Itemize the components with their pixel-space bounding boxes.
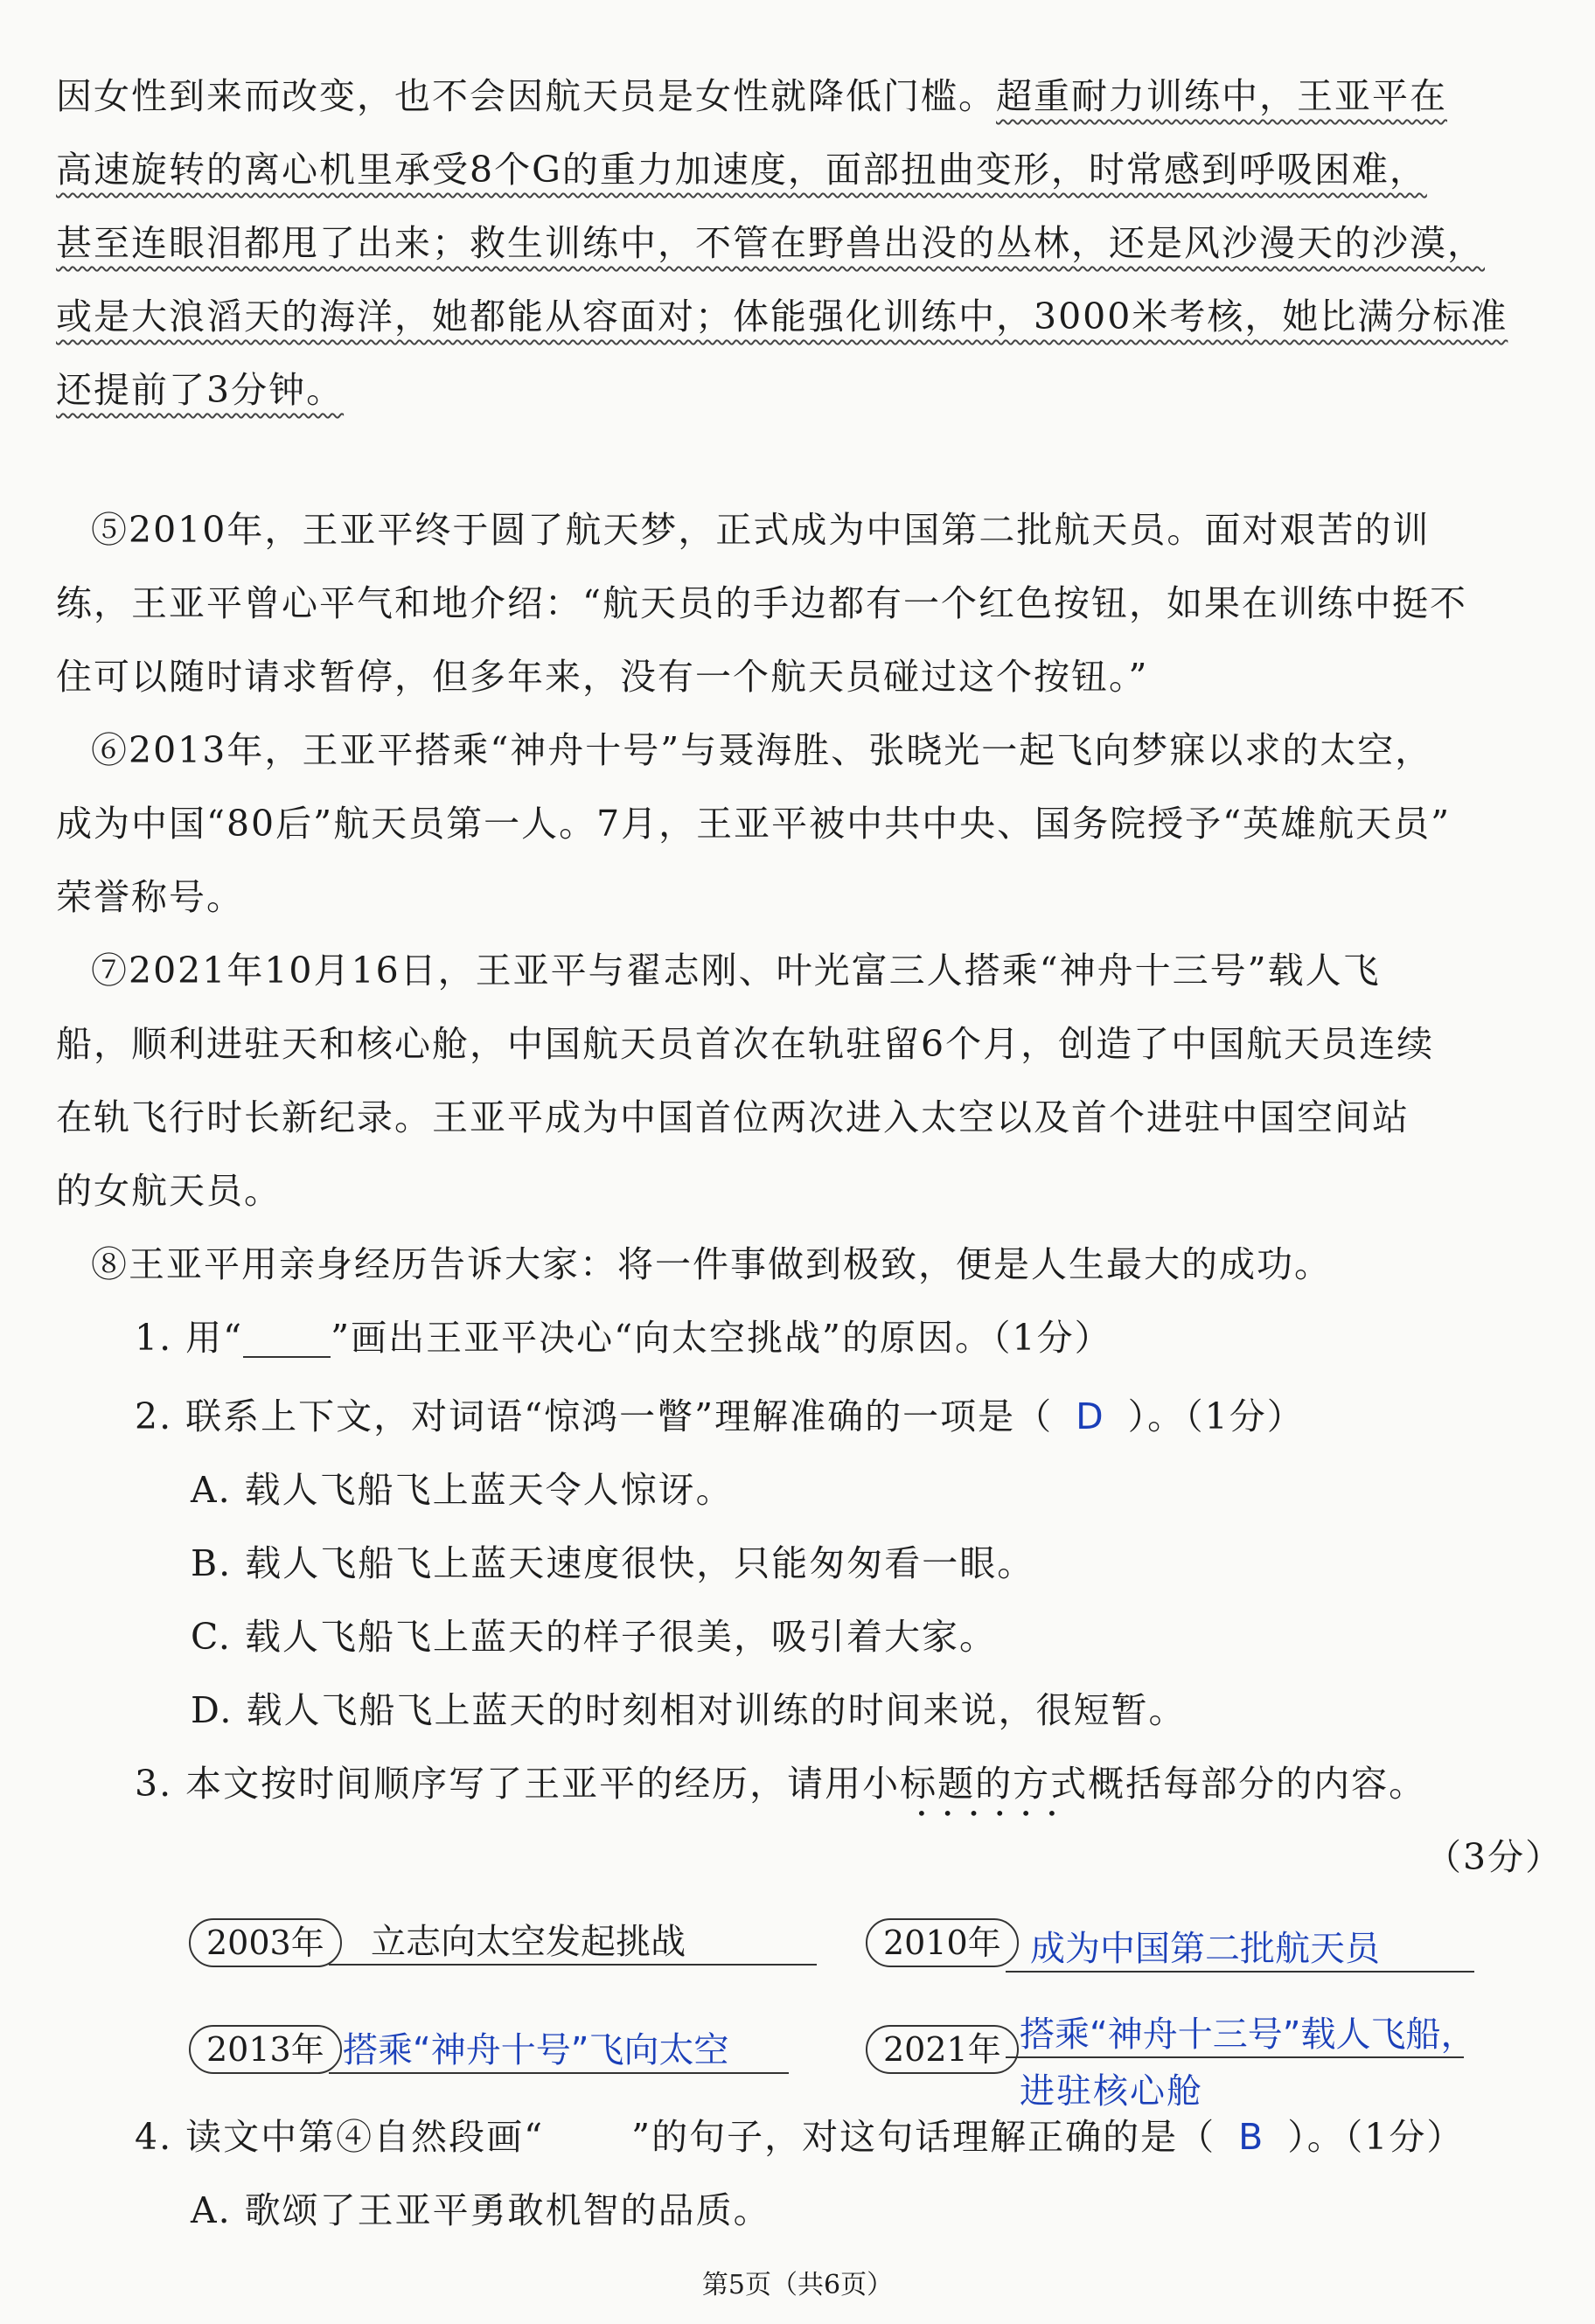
question-1 (135, 1315, 1112, 1360)
question-4 (135, 2114, 1464, 2160)
year-badge-2010: 2010年 (866, 1918, 1019, 1967)
q4-suffix: ）。（1分） (1287, 2116, 1465, 2158)
p4-wavy-text: 超重耐力训练中，王亚平在 (996, 75, 1447, 117)
p4-line-0 (56, 73, 1447, 119)
p7-line-2: 在轨飞行时长新纪录。王亚平成为中国首位两次进入太空以及首个进驻中国空间站 (56, 1096, 1410, 1138)
q2-option-a: A. 载人飞船飞上蓝天令人惊讶。 (191, 1469, 734, 1511)
straight-underline-mark (243, 1325, 331, 1358)
question-3: 3. 本文按时间顺序写了王亚平的经历，请用小标题的方式概括每部分的内容。 (135, 1763, 1427, 1805)
year-badge-2013: 2013年 (189, 2025, 342, 2074)
wavy-underline-mark (544, 2125, 631, 2156)
q2-prefix: 2. 联系上下文，对词语“惊鸿一瞥”理解准确的一项是（ (135, 1395, 1054, 1437)
p6-line-0: ⑥2013年，王亚平搭乘“神舟十号”与聂海胜、张晓光一起飞向梦寐以求的太空， (91, 729, 1433, 771)
q1-prefix: 1. 用“ (135, 1317, 244, 1359)
q2-suffix: ）。（1分） (1127, 1395, 1305, 1437)
p7-line-3: 的女航天员。 (56, 1170, 282, 1212)
p4-line-2 (56, 220, 1485, 266)
p6-line-2: 荣誉称号。 (56, 876, 244, 918)
q4-middle: ”的句子，对这句话理解正确的是（ (631, 2116, 1216, 2158)
q4-prefix: 4. 读文中第④自然段画“ (135, 2116, 545, 2158)
p5-line-0: ⑤2010年，王亚平终于圆了航天梦，正式成为中国第二批航天员。面对艰苦的训 (91, 509, 1431, 551)
p4-line-4 (56, 367, 344, 413)
year-badge-2003: 2003年 (189, 1918, 342, 1967)
q3-answer-2010: 成为中国第二批航天员 (1006, 1927, 1474, 1973)
q3-score: （3分） (1425, 1836, 1564, 1878)
p5-line-2: 住可以随时请求暂停，但多年来，没有一个航天员碰过这个按钮。” (56, 656, 1149, 698)
q3-answer-2021: 搭乘“神舟十三号”载人飞船， (1006, 2013, 1464, 2058)
question-2 (135, 1394, 1305, 1439)
q2-option-b: B. 载人飞船飞上蓝天速度很快，只能匆匆看一眼。 (191, 1542, 1035, 1584)
p4-wavy-text: 还提前了3分钟。 (56, 369, 345, 411)
p4-line-1 (56, 147, 1427, 192)
p7-line-0: ⑦2021年10月16日，王亚平与翟志刚、叶光富三人搭乘“神舟十三号”载人飞 (91, 950, 1381, 992)
p4-line-3 (56, 294, 1508, 339)
q4-answer: B (1238, 2116, 1265, 2158)
q2-option-c: C. 载人飞船飞上蓝天的样子很美，吸引着大家。 (191, 1616, 997, 1658)
p8-line-0: ⑧王亚平用亲身经历告诉大家：将一件事做到极致，便是人生最大的成功。 (91, 1243, 1332, 1285)
page-footer: 第5页（共6页） (701, 2270, 894, 2300)
q4-option-a: A. 歌颂了王亚平勇敢机智的品质。 (191, 2189, 771, 2231)
q2-answer: D (1076, 1395, 1105, 1437)
year-badge-2021: 2021年 (866, 2025, 1019, 2074)
q3-answer-2003: 立志向太空发起挑战 (329, 1920, 817, 1966)
p6-line-1: 成为中国“80后”航天员第一人。7月，王亚平被中共中央、国务院授予“英雄航天员” (56, 803, 1452, 845)
q3-answer-2013: 搭乘“神舟十号”飞向太空 (329, 2028, 789, 2074)
p7-line-1: 船，顺利进驻天和核心舱，中国航天员首次在轨驻留6个月，创造了中国航天员连续 (56, 1023, 1435, 1065)
q3-answer-2021-cont: 进驻核心舱 (1020, 2071, 1203, 2112)
p4-plain-text: 因女性到来而改变，也不会因航天员是女性就降低门槛。 (56, 75, 996, 117)
emphasis-dots: •••••• (916, 1803, 1073, 1824)
p5-line-1: 练，王亚平曾心平气和地介绍：“航天员的手边都有一个红色按钮，如果在训练中挺不 (56, 582, 1467, 624)
p4-wavy-text: 或是大浪滔天的海洋，她都能从容面对；体能强化训练中，3000米考核，她比满分标准 (56, 296, 1508, 337)
q1-suffix: ”画出王亚平决心“向太空挑战”的原因。（1分） (331, 1317, 1112, 1359)
q2-option-d: D. 载人飞船飞上蓝天的时刻相对训练的时间来说，很短暂。 (191, 1689, 1187, 1731)
p4-wavy-text: 高速旋转的离心机里承受8个G的重力加速度，面部扭曲变形，时常感到呼吸困难， (56, 149, 1427, 191)
p4-wavy-text: 甚至连眼泪都甩了出来；救生训练中，不管在野兽出没的丛林，还是风沙漫天的沙漠， (56, 222, 1485, 264)
